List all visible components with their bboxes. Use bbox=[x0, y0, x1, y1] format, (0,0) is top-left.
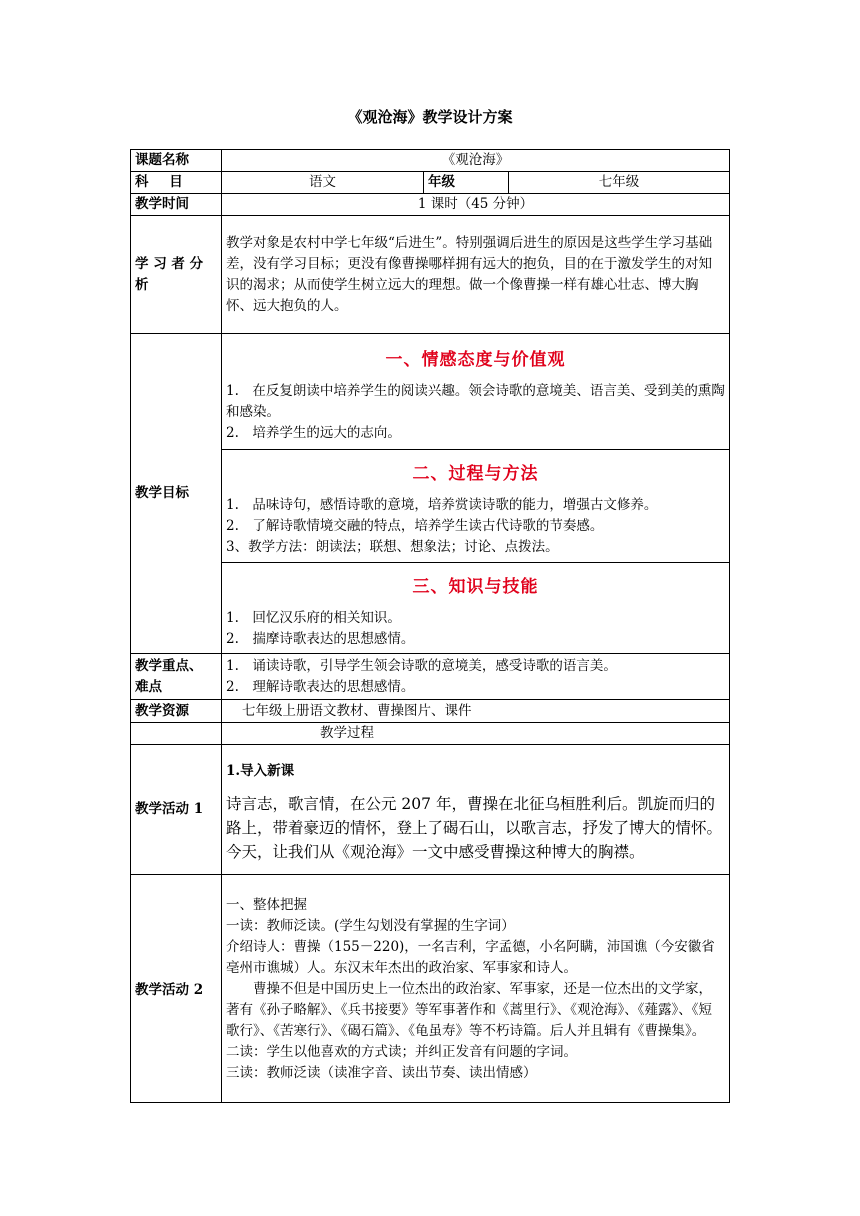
activity2-line: 介绍诗人：曹操（155－220)，一名吉利，字孟德，小名阿瞒，沛国谯（今安徽省亳州市谯城）人。东汉末年杰出的政治家、军事家和诗人。 bbox=[226, 938, 715, 976]
lesson-plan-table bbox=[130, 149, 730, 1103]
goal-item: 1. 品味诗句，感悟诗歌的意境，培养赏读诗歌的能力，增强古文修养。 bbox=[226, 497, 658, 513]
grade-value: 七年级 bbox=[509, 172, 730, 194]
key-item: 1. 诵读诗歌，引导学生领会诗歌的意境美，感受诗歌的语言美。 bbox=[226, 657, 617, 674]
resource-label: 教学资源 bbox=[131, 700, 222, 723]
key-label-line2: 难点 bbox=[135, 678, 162, 695]
activity1-heading: 1.导入新课 bbox=[226, 763, 295, 779]
topic-label: 课题名称 bbox=[131, 150, 222, 172]
activity2-content bbox=[222, 875, 730, 1103]
activity1-content bbox=[222, 745, 730, 875]
goal-section-3 bbox=[222, 563, 730, 654]
row-learner bbox=[131, 216, 730, 334]
subject-label-text: 科 目 bbox=[135, 174, 191, 190]
activity2-line: 三读：教师泛读（读准字音、读出节奏、读出情感） bbox=[226, 1064, 537, 1081]
row-activity-2 bbox=[131, 875, 730, 1103]
time-value: 1 课时（45 分钟） bbox=[222, 194, 730, 216]
learner-label-line2: 析 bbox=[135, 276, 149, 293]
key-points bbox=[222, 654, 730, 700]
key-label-line1: 教学重点、 bbox=[135, 657, 203, 674]
row-goals-1 bbox=[131, 334, 730, 450]
topic-value: 《观沧海》 bbox=[222, 150, 730, 172]
activity2-line: 一、整体把握 bbox=[226, 896, 307, 913]
key-label bbox=[131, 654, 222, 700]
goal-item: 1. 回忆汉乐府的相关知识。 bbox=[226, 609, 401, 626]
grade-label: 年级 bbox=[424, 172, 509, 194]
goal-item: 2. 了解诗歌情境交融的特点，培养学生读古代诗歌的节奏感。 bbox=[226, 518, 604, 534]
subject-value: 语文 bbox=[222, 172, 424, 194]
goal-item: 3、教学方法：朗读法；联想、想象法；讨论、点拨法。 bbox=[226, 539, 559, 555]
activity1-label: 教学活动 1 bbox=[131, 745, 222, 875]
activity2-paragraph: 曹操不但是中国历史上一位杰出的政治家、军事家，还是一位杰出的文学家，著有《孙子略解》、《兵书接要》等军事著作和《蒿里行》、《观沧海》、《薤露》、《短歌行》、《苦寒行》、《碣石篇》、《龟虽寿》等不朽诗篇。后人并且辑有《曹操集》。 bbox=[226, 980, 712, 1039]
process-blank bbox=[131, 723, 222, 745]
goal-item: 1. 在反复朗读中培养学生的阅读兴趣。领会诗歌的意境美、语言美、受到美的熏陶和感染。 bbox=[226, 382, 725, 420]
row-subject bbox=[131, 172, 730, 194]
learner-text: 教学对象是农村中学七年级“后进生”。特别强调后进生的原因是这些学生学习基础差，没有学习目标；更没有像曹操哪样拥有远大的抱负，目的在于激发学生的对知识的渴求；从而使学生树立远大的理想。做一个像曹操一样有雄心壮志、博大胸怀、远大抱负的人。 bbox=[222, 216, 730, 334]
goal-section-2 bbox=[222, 450, 730, 563]
time-label: 教学时间 bbox=[131, 194, 222, 216]
goal-heading-2: 二、过程与方法 bbox=[412, 464, 539, 484]
row-time bbox=[131, 194, 730, 216]
row-activity-1 bbox=[131, 745, 730, 875]
subject-label bbox=[131, 172, 222, 194]
activity2-line: 一读：教师泛读。(学生勾划没有掌握的生字词） bbox=[226, 917, 515, 934]
row-key-points bbox=[131, 654, 730, 700]
row-resources bbox=[131, 700, 730, 723]
activity2-line: 二读：学生以他喜欢的方式读；并纠正发音有问题的字词。 bbox=[226, 1043, 577, 1060]
key-item: 2. 理解诗歌表达的思想感情。 bbox=[226, 678, 415, 695]
goal-item: 2. 揣摩诗歌表达的思想感情。 bbox=[226, 630, 415, 647]
document-title: 《观沧海》教学设计方案 bbox=[347, 108, 513, 126]
goal-item: 2. 培养学生的远大的志向。 bbox=[226, 424, 401, 441]
goal-heading-3: 三、知识与技能 bbox=[412, 576, 539, 597]
activity1-text: 诗言志，歌言情，在公元 207 年，曹操在北征乌桓胜利后。凯旋而归的路上，带着豪迈的情怀，登上了碣石山，以歌言志，抒发了博大的情怀。今天，让我们从《观沧海》一文中感受曹操这种博大的胸襟。 bbox=[226, 795, 723, 861]
row-process-header bbox=[131, 723, 730, 745]
goal-heading-1: 一、情感态度与价值观 bbox=[385, 349, 566, 370]
resource-value: 七年级上册语文教材、曹操图片、课件 bbox=[222, 700, 730, 723]
goal-section-1 bbox=[222, 334, 730, 450]
process-header: 教学过程 bbox=[222, 723, 730, 745]
activity2-label: 教学活动 2 bbox=[131, 875, 222, 1103]
learner-label-line1: 学 习 者 分 bbox=[135, 255, 204, 272]
goals-label: 教学目标 bbox=[131, 334, 222, 654]
row-topic bbox=[131, 150, 730, 172]
learner-label bbox=[131, 216, 222, 334]
